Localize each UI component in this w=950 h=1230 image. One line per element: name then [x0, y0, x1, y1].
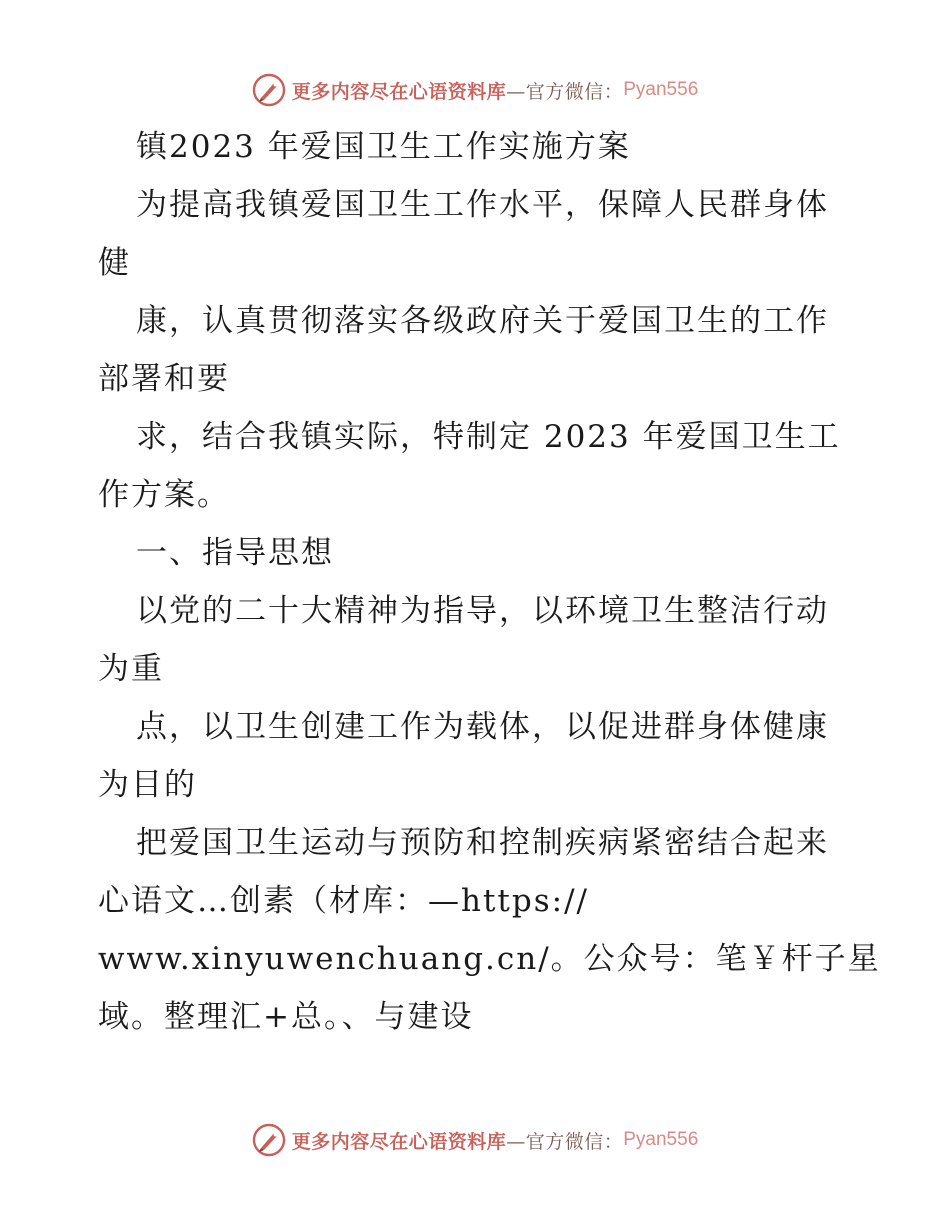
- watermark-account: Pyan556: [623, 79, 699, 100]
- paragraph-line: 康，认真贯彻落实各级政府关于爱国卫生的工作: [136, 303, 829, 339]
- pen-logo-icon: [252, 73, 286, 107]
- watermark-text: 更多内容尽在心语资料库: [291, 1130, 507, 1153]
- paragraph-line: 求，结合我镇实际，特制定 2023 年爱国卫生工: [136, 419, 841, 455]
- paragraph-line: 部署和要: [98, 361, 230, 397]
- watermark-separator: —官方微信：: [506, 80, 624, 103]
- watermark-separator: —官方微信：: [506, 1130, 624, 1153]
- paragraph-line: 为提高我镇爱国卫生工作水平，保障人民群身体: [136, 187, 829, 223]
- paragraph-line: 为重: [98, 651, 164, 687]
- paragraph-line: 把爱国卫生运动与预防和控制疾病紧密结合起来: [136, 825, 829, 861]
- section-heading: 一、指导思想: [136, 535, 334, 571]
- paragraph-line: 点，以卫生创建工作为载体，以促进群身体健康: [136, 709, 829, 745]
- watermark-account: Pyan556: [623, 1129, 699, 1150]
- header-watermark: [0, 70, 950, 110]
- document-title: 镇2023 年爱国卫生工作实施方案: [136, 129, 631, 165]
- footer-watermark: [0, 1120, 950, 1160]
- paragraph-line: 心语文…创素（材库：—https://: [98, 883, 589, 919]
- pen-logo-icon: [252, 1123, 286, 1157]
- watermark-text: 更多内容尽在心语资料库: [291, 80, 507, 103]
- document-body: [98, 118, 881, 1046]
- paragraph-line: www.xinyuwenchuang.cn/。公众号：笔￥杆子星: [98, 941, 881, 977]
- paragraph-line: 域。整理汇+总。、与建设: [98, 999, 474, 1035]
- paragraph-line: 作方案。: [98, 477, 230, 513]
- paragraph-line: 为目的: [98, 767, 197, 803]
- paragraph-line: 健: [98, 245, 131, 281]
- paragraph-line: 以党的二十大精神为指导，以环境卫生整洁行动: [136, 593, 829, 629]
